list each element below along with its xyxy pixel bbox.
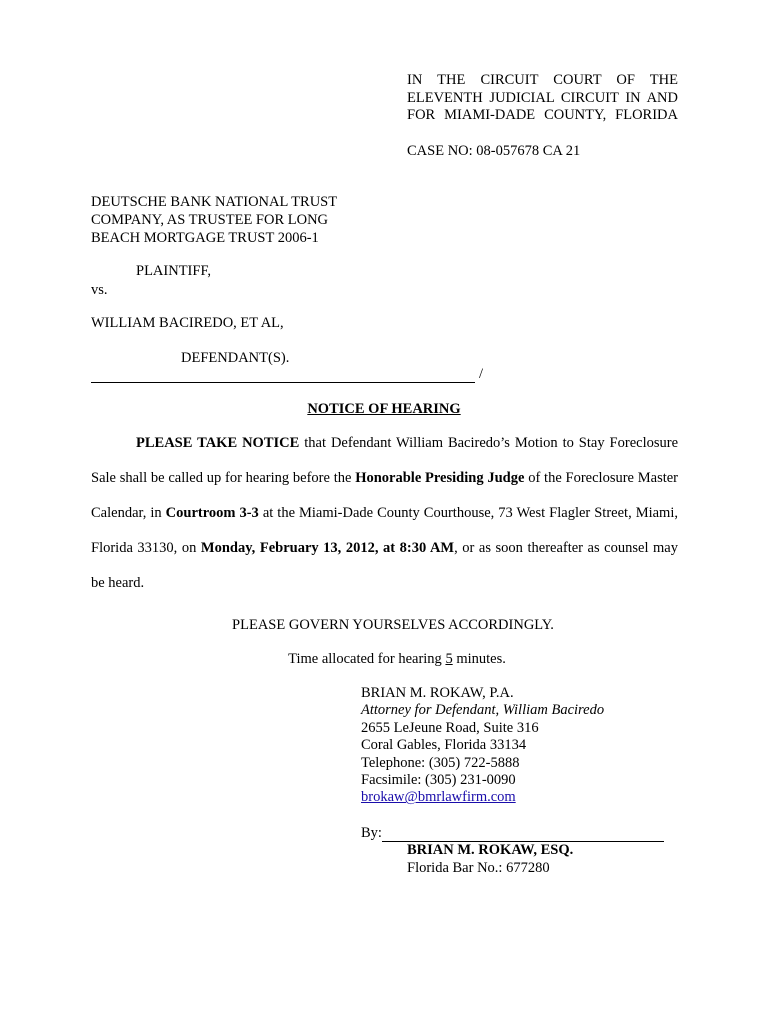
courtroom: Courtroom 3-3 [165,505,259,521]
defendant-role: DEFENDANT(S). [181,350,290,366]
case-number: CASE NO: 08-057678 CA 21 [407,143,581,159]
plaintiff-line: BEACH MORTGAGE TRUST 2006-1 [91,230,319,246]
court-line: FOR MIAMI-DADE COUNTY, FLORIDA [407,107,678,123]
signer-name: BRIAN M. ROKAW, ESQ. [407,842,574,858]
hearing-datetime: Monday, February 13, 2012, at 8:30 AM [200,540,455,556]
time-prefix: Time allocated for hearing [288,651,446,667]
notice-text: , or as soon thereafter as counsel may be heard. [91,540,678,591]
caption-slash: / [479,366,484,382]
caption-divider [91,366,475,383]
signature-block [361,685,604,807]
facsimile: Facsimile: (305) 231-0090 [361,772,516,789]
court-line: IN THE CIRCUIT COURT OF THE [407,72,678,88]
plaintiff-name [91,193,371,247]
email-link[interactable]: brokaw@bmrlawfirm.com [361,789,516,806]
govern-statement: PLEASE GOVERN YOURSELVES ACCORDINGLY. [232,617,554,633]
notice-text: that Defendant William Baciredo’s Motion to Stay Foreclosure Sale shall be called up for hearing before the [91,435,678,486]
attorney-role: Attorney for Defendant, William Baciredo [361,702,605,719]
notice-lead: PLEASE TAKE NOTICE [136,435,300,451]
defendant-name: WILLIAM BACIREDO, ET AL, [91,315,284,331]
signature-underline [382,827,664,842]
notice-body [91,426,678,601]
firm-name: BRIAN M. ROKAW, P.A. [361,685,514,701]
telephone: Telephone: (305) 722-5888 [361,754,520,771]
time-allocated [0,651,768,668]
address-line: Coral Gables, Florida 33134 [361,737,527,754]
notice-text: of the Foreclosure Master Calendar, in [91,470,679,521]
plaintiff-role: PLAINTIFF, [136,263,211,279]
court-heading [407,72,678,125]
notice-text: at the Miami-Dade County Courthouse, 73 West Flagler Street, Miami, Florida 33130, on [91,505,678,556]
versus-label: vs. [91,282,108,298]
bar-number: Florida Bar No.: 677280 [407,859,550,876]
plaintiff-line: DEUTSCHE BANK NATIONAL TRUST [91,194,338,210]
plaintiff-line: COMPANY, AS TRUSTEE FOR LONG [91,212,329,228]
document-title: NOTICE OF HEARING [307,401,461,417]
time-minutes: 5 [445,651,453,667]
time-suffix: minutes. [452,651,506,667]
judge-label: Honorable Presiding Judge [355,470,525,486]
signer-block [407,842,573,877]
by-label: By: [361,825,382,841]
signature-line [361,825,664,842]
address-line: 2655 LeJeune Road, Suite 316 [361,719,539,736]
court-line: ELEVENTH JUDICIAL CIRCUIT IN AND [407,89,678,106]
